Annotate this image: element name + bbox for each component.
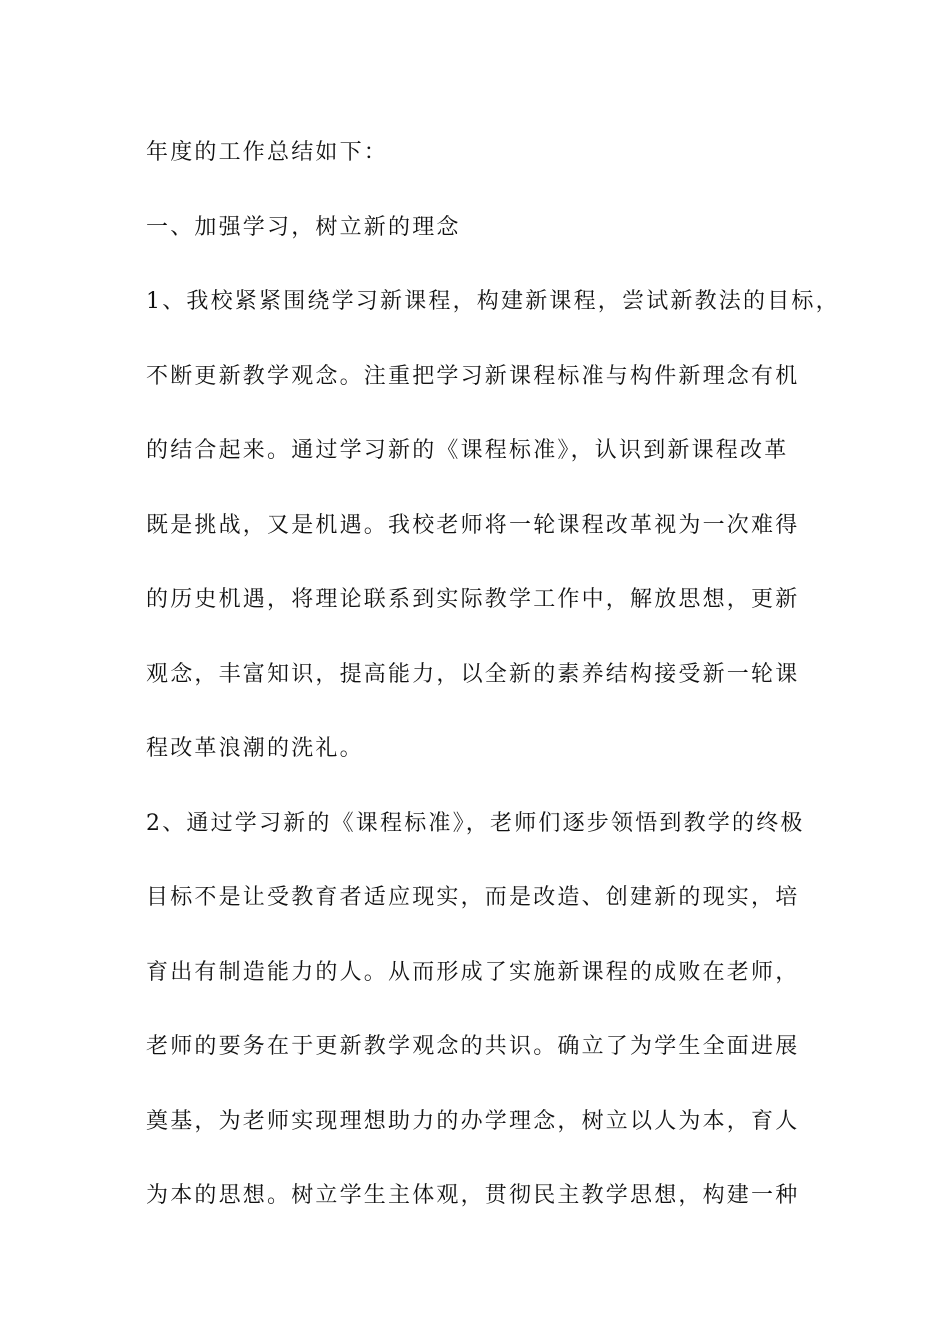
text-line: 老师的要务在于更新教学观念的共识。确立了为学生全面进展 bbox=[146, 1034, 800, 1059]
text-line: 既是挑战，又是机遇。我校老师将一轮课程改革视为一次难得 bbox=[146, 512, 800, 538]
text-line: 不断更新教学观念。注重把学习新课程标准与构件新理念有机 bbox=[146, 363, 800, 389]
text-line: 观念，丰富知识，提高能力，以全新的素养结构接受新一轮课 bbox=[146, 661, 800, 687]
text-line: 年度的工作总结如下： bbox=[146, 140, 389, 165]
text-line: 目标不是让受教育者适应现实，而是改造、创建新的现实，培 bbox=[146, 885, 800, 910]
text-line: 的历史机遇，将理论联系到实际教学工作中，解放思想，更新 bbox=[146, 587, 800, 612]
text-line: 2、通过学习新的《课程标准》，老师们逐步领悟到教学的终极 bbox=[146, 810, 805, 836]
text-line: 程改革浪潮的洗礼。 bbox=[146, 736, 364, 761]
document-body bbox=[146, 134, 840, 1252]
text-line: 育出有制造能力的人。从而形成了实施新课程的成败在老师， bbox=[146, 959, 800, 985]
text-line: 奠基，为老师实现理想助力的办学理念，树立以人为本，育人 bbox=[146, 1108, 800, 1134]
text-line: 的结合起来。通过学习新的《课程标准》，认识到新课程改革 bbox=[146, 438, 789, 463]
text-line: 为本的思想。树立学生主体观，贯彻民主教学思想，构建一种 bbox=[146, 1183, 800, 1208]
text-line: 1、我校紧紧围绕学习新课程，构建新课程，尝试新教法的目标， bbox=[146, 289, 840, 314]
section-heading: 一、加强学习，树立新的理念 bbox=[146, 214, 461, 240]
